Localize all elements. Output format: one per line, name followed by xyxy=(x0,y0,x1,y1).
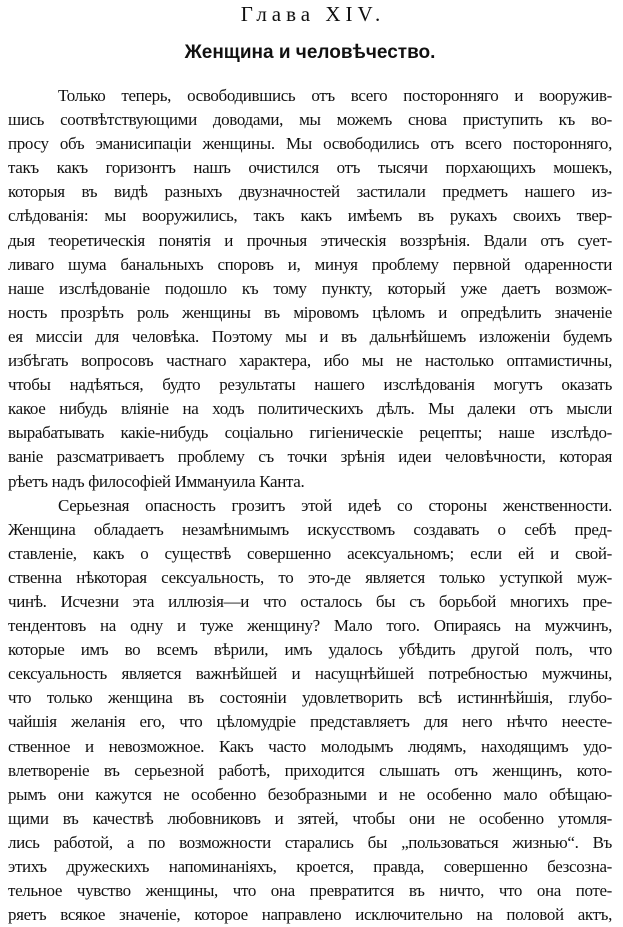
text-line: избѣгать вопросовъ частнаго характера, ибо мы не настолько оптамистичны, xyxy=(8,351,612,371)
text-line: вырабатывать какiе-нибудь соцiально гигiеническiе рецепты; наше изслѣдо- xyxy=(8,423,612,443)
text-line: ванiе разсматриваетъ проблему съ точки зрѣнiя идеи человѣчности, которая xyxy=(8,447,612,467)
text-line: ряетъ всякое значенiе, которое направлено исключительно на половой актъ, xyxy=(8,905,612,925)
text-line: что только женщина въ состоянiи удовлетворить всѣ истиннѣйшiя, глубо- xyxy=(8,688,612,708)
text-line: чтобы надѣяться, будто результаты нашего изслѣдованiя могутъ оказать xyxy=(8,375,612,395)
chapter-title: Женщина и человѣчество. xyxy=(184,42,436,63)
text-line: шись соотвѣтствующими доводами, мы можемъ снова приступить къ во- xyxy=(8,110,612,130)
text-line: Женщина обладаетъ незамѣнимымъ искусствомъ создавать о себѣ пред- xyxy=(8,519,612,539)
text-line: ставленiе, какъ о существѣ совершенно асексуальномъ; если ей и свой- xyxy=(8,543,612,563)
text-line: ея миссiи для человѣка. Поэтому мы и въ дальнѣйшемъ изложенiи будемъ xyxy=(8,326,612,346)
text-line: слѣдованiя: мы вооружились, такъ какъ имѣемъ въ рукахъ своихъ твер- xyxy=(8,206,612,226)
text-line: ливаго шума банальныхъ споровъ и, минуя проблему первной одаренности xyxy=(8,254,612,274)
text-line: ственное и невозможное. Какъ часто молодымъ людямъ, находящимъ удо- xyxy=(8,736,612,756)
chapter-heading: Глава XIV. xyxy=(240,2,386,26)
text-line: тельное чувство женщины, что она превратится въ ничто, что она поте- xyxy=(8,881,612,901)
text-line: которые имъ во всемъ вѣрили, имъ удалось убѣдить другой полъ, что xyxy=(8,640,612,660)
text-line: ственна нѣкоторая сексуальность, то это-де является только уступкой муж- xyxy=(8,567,612,587)
text-line: влетворенiе въ серьезной работѣ, приходится слышать отъ женщинъ, кото- xyxy=(8,760,612,780)
paragraph xyxy=(8,84,612,494)
text-line: рымъ они кажутся не особенно безобразными и не особенно мало обѣщаю- xyxy=(8,784,612,804)
text-line: Только теперь, освободившись отъ всего посторонняго и вооружив- xyxy=(58,86,612,105)
text-line: тендентовъ на одну и туже женщину? Мало того. Опираясь на мужчинъ, xyxy=(8,616,612,636)
text-line: чинѣ. Исчезни эта иллюзiя—и что осталось бы съ борьбой многихъ пре- xyxy=(8,591,612,611)
text-line: дыя теоретическiя понятiя и прочныя этическiя воззрѣнiя. Вдали отъ сует- xyxy=(8,230,612,250)
text-line: такъ какъ горизонтъ нашъ очистился отъ тысячи порхающихъ мошекъ, xyxy=(8,158,612,178)
text-line: наше изслѣдованiе подошло къ тому пункту, который уже даетъ возмож- xyxy=(8,278,612,298)
text-line: щими въ качествѣ любовниковъ и зятей, чтобы они не особенно утомля- xyxy=(8,808,612,828)
text-line: просу объ эманисипацiи женщины. Мы освободились отъ всего посторонняго, xyxy=(8,134,612,154)
text-line: чайшiя желанiя его, что цѣломудрiе представляетъ для него нѣчто неесте- xyxy=(8,712,612,732)
paragraph xyxy=(8,494,612,927)
text-line: сексуальность является важнѣйшей и насущнѣйшей потребностью мужчины, xyxy=(8,664,612,684)
text-line: ность прозрѣть роль женщины въ мiровомъ цѣломъ и опредѣлить значенiе xyxy=(8,302,612,322)
text-line: лись работой, а по возможности старались бы „пользоваться жизнью“. Въ xyxy=(8,832,612,852)
text-line: Серьезная опасность грозитъ этой идеѣ со стороны женственности. xyxy=(58,495,612,515)
text-line: какое нибудь влiянiе на ходъ политическихъ дѣлъ. Мы далеки отъ мысли xyxy=(8,399,612,419)
text-line: этихъ дружескихъ напоминанiяхъ, кроется, правда, совершенно безсозна- xyxy=(8,857,612,876)
text-line: которыя въ видѣ разныхъ двузначностей застилали предметъ нашего из- xyxy=(8,182,612,202)
page-body-text xyxy=(8,84,612,927)
text-line: рѣетъ надъ философiей Иммануила Канта. xyxy=(8,471,305,491)
